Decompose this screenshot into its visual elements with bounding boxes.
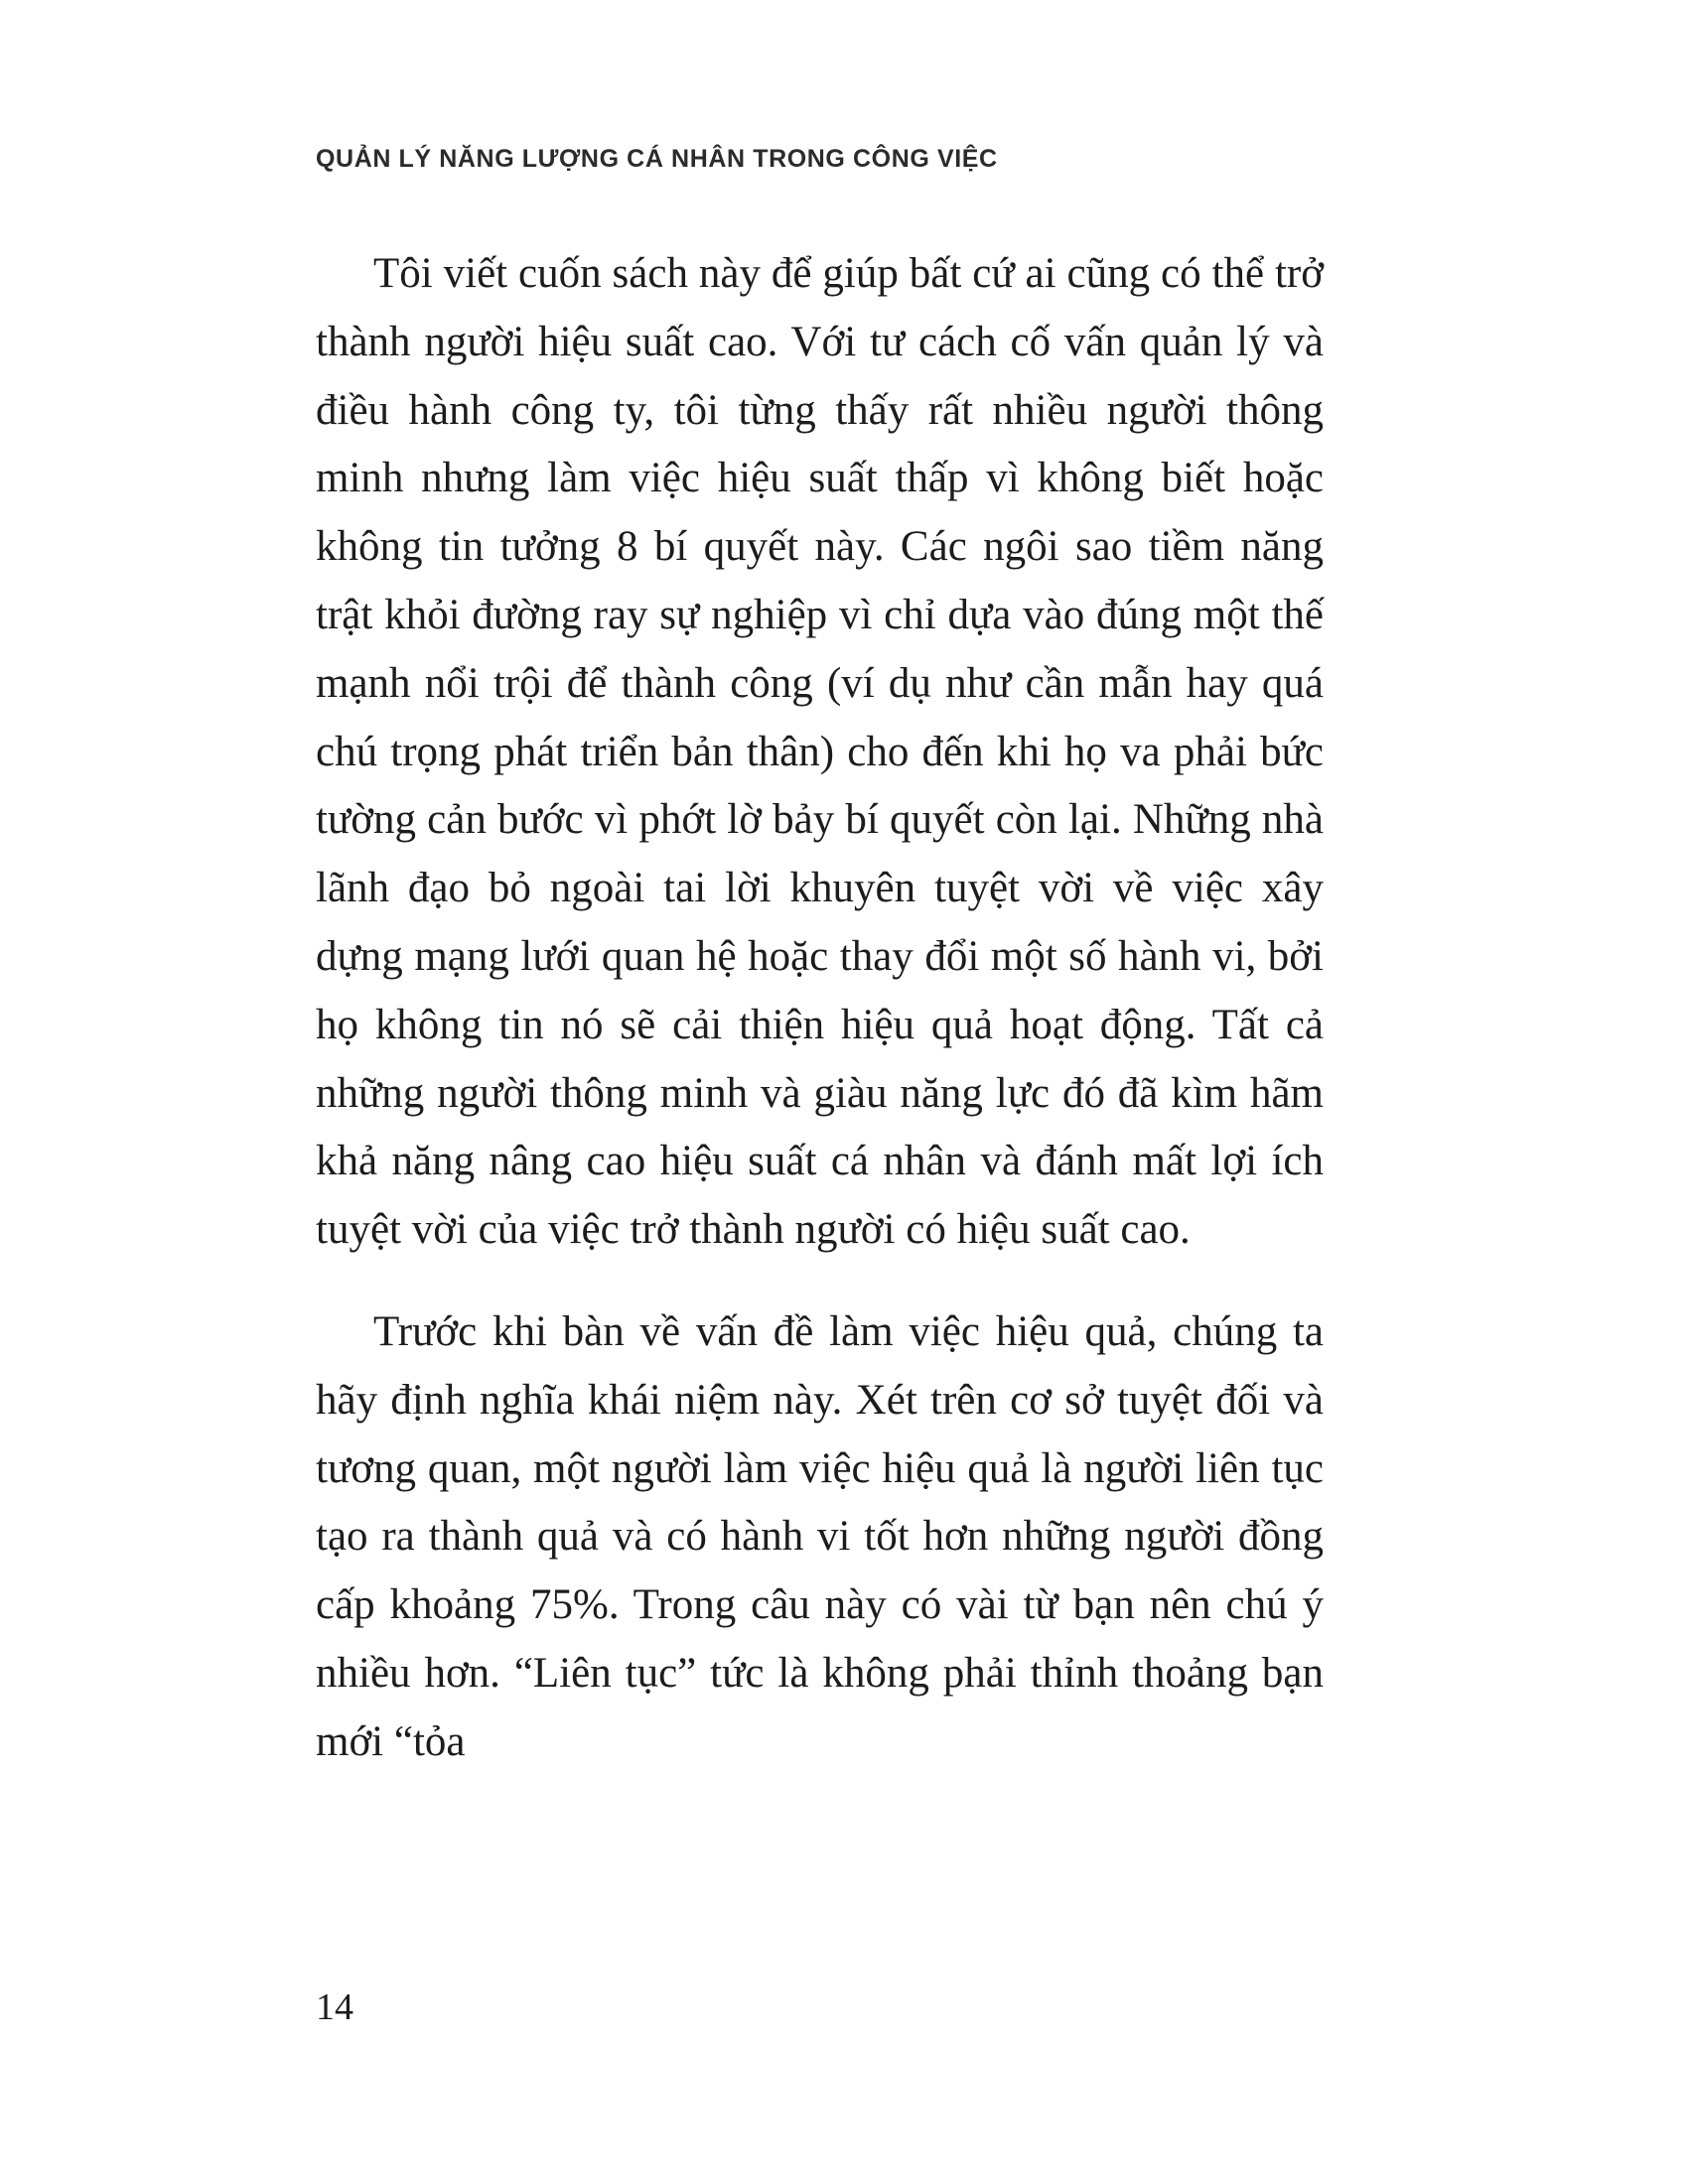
page-number: 14	[316, 1986, 353, 2028]
body-paragraph-2: Trước khi bàn về vấn đề làm việc hiệu quả, chúng ta hãy định nghĩa khái niệm này. Xét trên cơ sở tuyệt đối và tương quan, một người làm việc hiệu quả là người liên tục tạo ra thành quả và có hành vi tốt hơn những người đồng cấp khoảng 75%. Trong câu này có vài từ bạn nên chú ý nhiều hơn. “Liên tục” tức là không phải thỉnh thoảng bạn mới “tỏa	[316, 1307, 1324, 1765]
body-text	[316, 240, 1324, 1811]
running-header: QUẢN LÝ NĂNG LƯỢNG CÁ NHÂN TRONG CÔNG VIỆC	[316, 145, 998, 173]
body-paragraph-1: Tôi viết cuốn sách này để giúp bất cứ ai cũng có thể trở thành người hiệu suất cao. Với tư cách cố vấn quản lý và điều hành công ty, tôi từng thấy rất nhiều người thông minh nhưng làm việc hiệu suất thấp vì không biết hoặc không tin tưởng 8 bí quyết này. Các ngôi sao tiềm năng trật khỏi đường ray sự nghiệp vì chỉ dựa vào đúng một thế mạnh nổi trội để thành công (ví dụ như cần mẫn hay quá chú trọng phát triển bản thân) cho đến khi họ va phải bức tường cản bước vì phớt lờ bảy bí quyết còn lại. Những nhà lãnh đạo bỏ ngoài tai lời khuyên tuyệt vời về việc xây dựng mạng lưới quan hệ hoặc thay đổi một số hành vi, bởi họ không tin nó sẽ cải thiện hiệu quả hoạt động. Tất cả những người thông minh và giàu năng lực đó đã kìm hãm khả năng nâng cao hiệu suất cá nhân và đánh mất lợi ích tuyệt vời của việc trở thành người có hiệu suất cao.	[316, 250, 1324, 1254]
